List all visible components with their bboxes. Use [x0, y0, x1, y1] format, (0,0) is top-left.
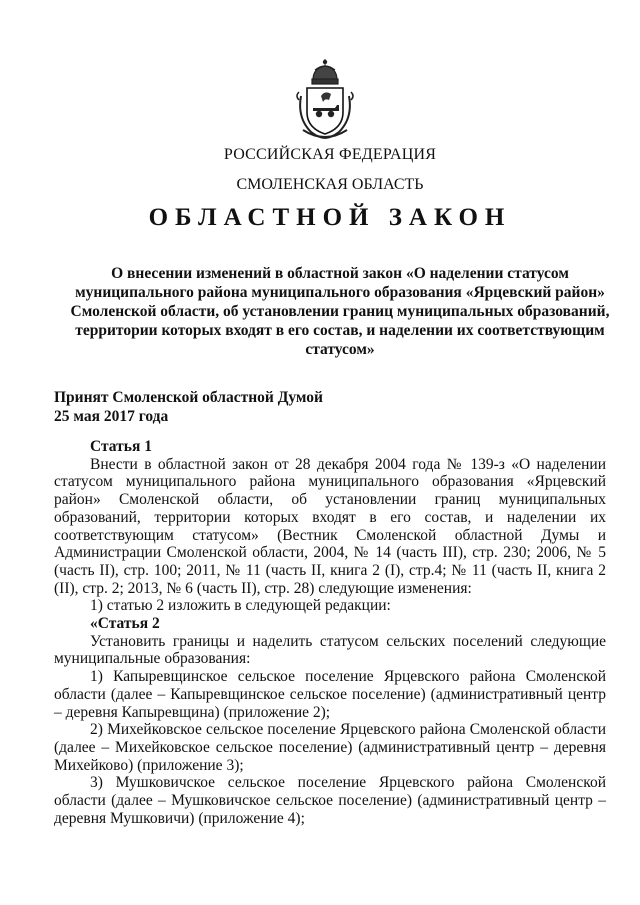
adoption-body: Принят Смоленской областной Думой: [54, 389, 323, 406]
article-1: [54, 438, 606, 827]
quoted-article-2-heading: «Статья 2: [90, 615, 160, 633]
document-type-title: ОБЛАСТНОЙ ЗАКОН: [148, 204, 512, 231]
article-1-heading: Статья 1: [90, 438, 152, 455]
country-heading: РОССИЙСКАЯ ФЕДЕРАЦИЯ: [223, 146, 437, 163]
adoption-date: 25 мая 2017 года: [54, 408, 169, 425]
article-1-item-1: 1) статью 2 изложить в следующей редакции:: [90, 597, 391, 615]
coat-of-arms-icon: [293, 58, 357, 142]
settlement-point-3: 3) Мушковичское сельское поселение Ярцевского района Смоленской области (далее – Мушковичское сельское поселение) (административный центр – деревня Мушковичи) (приложение 4);: [54, 774, 606, 827]
settlement-point-1: 1) Капыревщинское сельское поселение Ярцевского района Смоленской области (далее – Капыревщинское сельское поселение) (административный центр – деревня Капыревщина) (приложение 2);: [54, 668, 606, 721]
adoption-info: [54, 388, 323, 426]
law-subject: О внесении изменений в областной закон «О наделении статусом муниципального района муниципального образования «Ярцевский район» Смоленской области, об установлении границ муниципальных образований, территории которых входят в его состав, и наделении их соответствующим статусом»: [70, 265, 610, 358]
quoted-article-2-intro: Установить границы и наделить статусом сельских поселений следующие муниципальные образования:: [54, 632, 606, 668]
region-heading: СМОЛЕНСКАЯ ОБЛАСТЬ: [236, 176, 424, 193]
article-1-intro: Внести в областной закон от 28 декабря 2004 года № 139-з «О наделении статусом муниципального района муниципального образования «Ярцевский район» Смоленской области, об установлении границ муниципальных образований, территории которых входят в его состав, и наделении их соответствующим статусом» (Вестник Смоленской областной Думы и Администрации Смоленской области, 2004, № 14 (часть III), стр. 230; 2006, № 5 (часть II), стр. 100; 2011, № 11 (часть II, книга 2 (I), стр.4; № 11 (часть II, книга 2 (II), стр. 2; 2013, № 6 (часть II), стр. 28) следующие изменения:: [54, 455, 606, 597]
settlement-point-2: 2) Михейковское сельское поселение Ярцевского района Смоленской области (далее – Михейковское сельское поселение) (административный центр – деревня Михейково) (приложение 3);: [54, 721, 606, 774]
